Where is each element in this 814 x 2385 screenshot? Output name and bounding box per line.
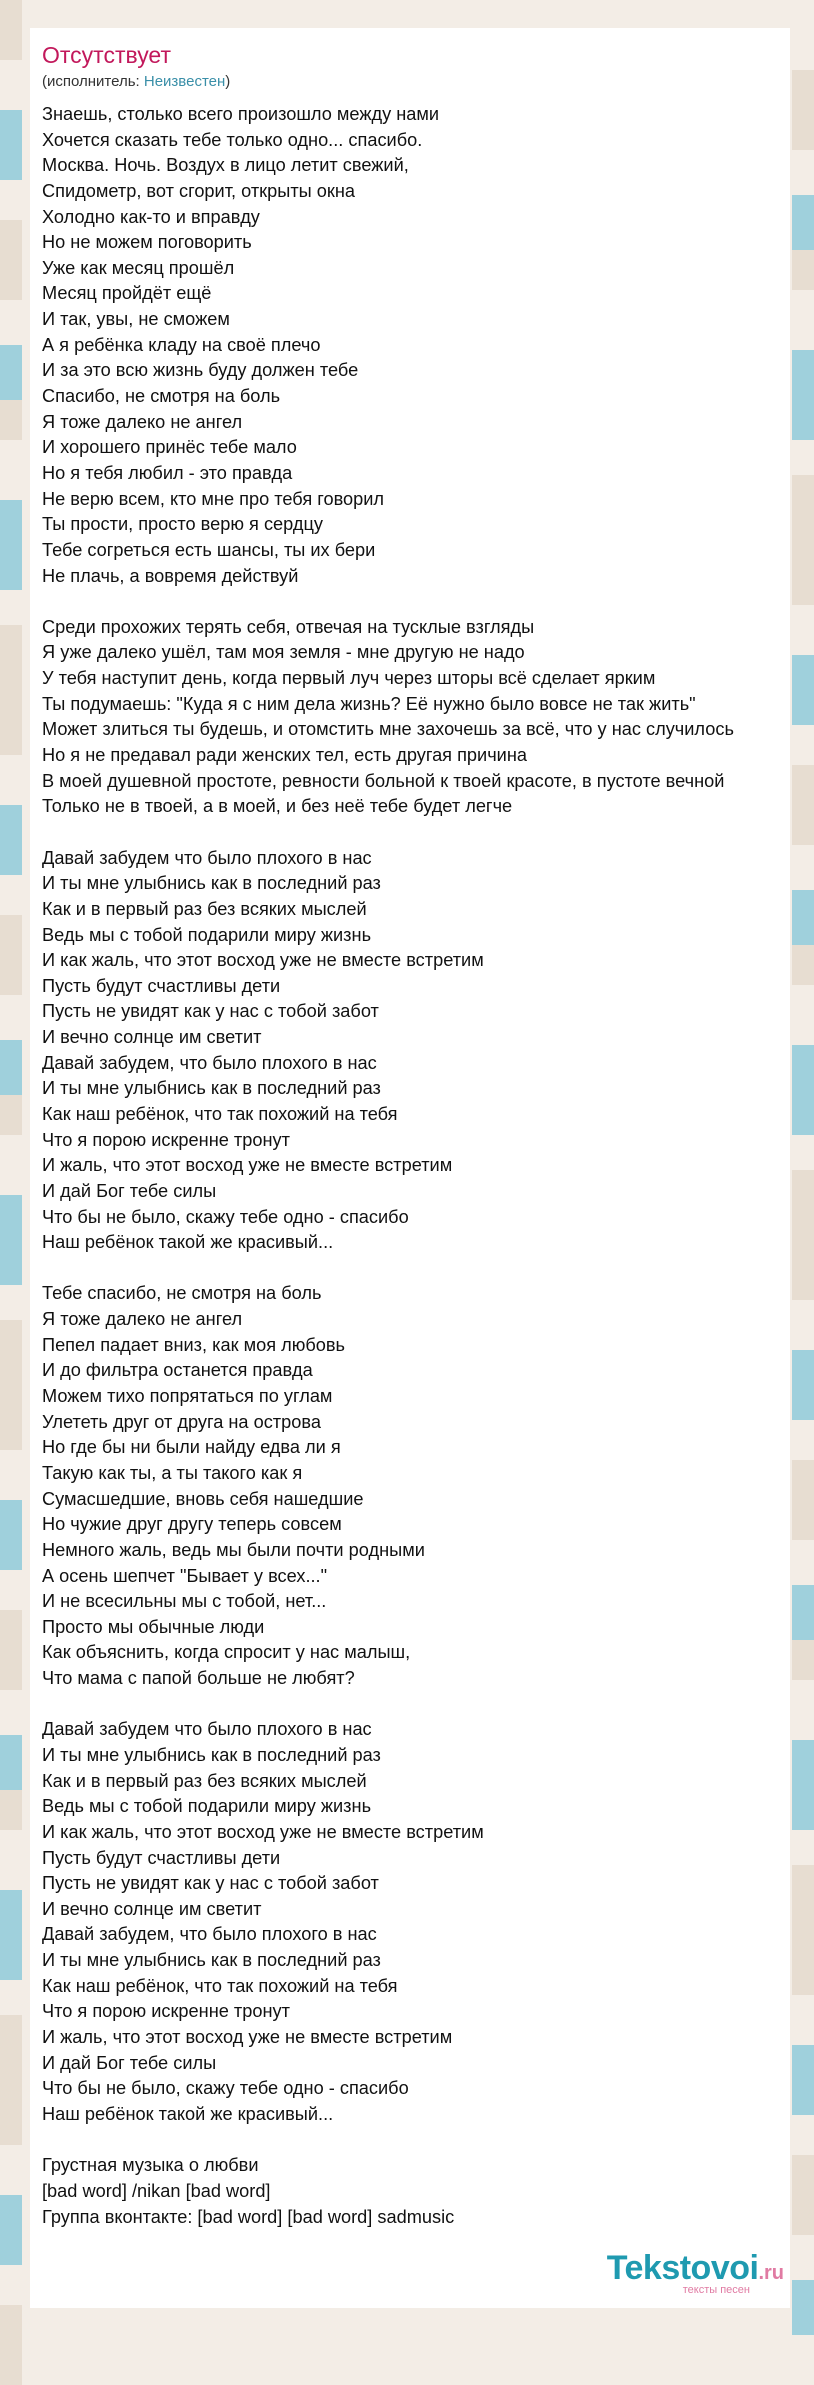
artist-link[interactable]: Неизвестен — [143, 73, 226, 90]
lyric-line: А осень шепчет "Бывает у всех..." — [42, 1565, 328, 1586]
lyric-line: Группа вконтакте: [bad word] [bad word] sadmusic — [42, 2206, 455, 2227]
lyric-line: И ты мне улыбнись как в последний раз — [42, 1745, 381, 1765]
lyric-line: Спасибо, не смотря на боль — [42, 386, 281, 407]
lyric-line: И ты мне улыбнись как в последний раз — [42, 1950, 381, 1971]
lyric-line: Давай забудем что было плохого в нас — [42, 1719, 372, 1740]
lyric-line: Тебе согреться есть шансы, ты их бери — [42, 539, 376, 560]
lyric-line: И до фильтра останется правда — [42, 1360, 313, 1381]
lyric-line: Давай забудем, что было плохого в нас — [42, 1924, 377, 1945]
lyrics-stanza — [42, 846, 790, 1256]
lyric-line: Только не в твоей, а в моей, и без неё тебе будет легче — [42, 796, 513, 817]
artist-suffix: ) — [225, 73, 231, 90]
lyric-line: Пусть будут счастливы дети — [42, 975, 281, 996]
lyric-line: Как и в первый раз без всяких мыслей — [42, 1770, 367, 1791]
lyric-line: Пусть не увидят как у нас с тобой забот — [42, 1001, 379, 1022]
lyric-line: Улететь друг от друга на острова — [42, 1411, 321, 1432]
lyrics-stanza — [42, 1717, 790, 2127]
lyric-line: И за это всю жизнь буду должен тебе — [42, 360, 359, 381]
lyric-line: Я уже далеко ушёл, там моя земля - мне другую не надо — [42, 642, 525, 663]
lyric-line: Среди прохожих терять себя, отвечая на тусклые взгляды — [42, 616, 535, 637]
lyrics-page — [30, 28, 790, 2308]
lyric-line: Наш ребёнок такой же красивый... — [42, 1232, 334, 1253]
lyric-line: [bad word] /nikan [bad word] — [42, 2180, 271, 2201]
decorative-stripes-left — [0, 0, 22, 2314]
lyric-line: У тебя наступит день, когда первый луч через шторы всё сделает ярким — [42, 668, 656, 689]
lyric-line: И жаль, что этот восход уже не вместе встретим — [42, 2027, 453, 2048]
lyric-line: Наш ребёнок такой же красивый... — [42, 2103, 334, 2124]
lyric-line: Но я тебя любил - это правда — [42, 462, 293, 483]
lyric-line: Как наш ребёнок, что так похожий на тебя — [42, 1975, 398, 1996]
lyric-line: А я ребёнка кладу на своё плечо — [42, 334, 321, 355]
artist-line — [42, 73, 230, 90]
logo-name: Tekstovoi — [606, 2249, 759, 2287]
lyric-line: И жаль, что этот восход уже не вместе встретим — [42, 1155, 453, 1176]
lyric-line: Что мама с папой больше не любят? — [42, 1668, 355, 1689]
lyric-line: И вечно солнце им светит — [42, 1898, 262, 1919]
lyric-line: Ты подумаешь: "Куда я с ним дела жизнь? Её нужно было вовсе не так жить" — [42, 693, 696, 714]
lyric-line: Как объяснить, когда спросит у нас малыш, — [42, 1642, 411, 1663]
lyric-line: Но чужие друг другу теперь совсем — [42, 1514, 342, 1535]
lyric-line: И не всесильны мы с тобой, нет... — [42, 1591, 327, 1612]
lyric-line: И дай Бог тебе силы — [42, 1180, 217, 1201]
lyric-line: Знаешь, столько всего произошло между нами — [42, 104, 440, 124]
lyric-line: Немного жаль, ведь мы были почти родными — [42, 1539, 425, 1560]
artist-prefix: (исполнитель: — [42, 73, 144, 90]
lyric-line: Такую как ты, а ты такого как я — [42, 1462, 303, 1483]
lyrics-stanza — [42, 102, 790, 589]
lyrics-stanza — [42, 615, 790, 820]
lyric-line: Месяц пройдёт ещё — [42, 283, 212, 304]
lyric-line: Пусть будут счастливы дети — [42, 1847, 281, 1868]
lyric-line: Просто мы обычные люди — [42, 1616, 265, 1637]
lyric-line: Москва. Ночь. Воздух в лицо летит свежий, — [42, 155, 409, 176]
lyric-line: Грустная музыка о любви — [42, 2155, 259, 2176]
lyric-line: И хорошего принёс тебе мало — [42, 437, 297, 458]
lyric-line: И ты мне улыбнись как в последний раз — [42, 873, 381, 894]
lyric-line: Я тоже далеко не ангел — [42, 1309, 243, 1330]
lyric-line: Тебе спасибо, не смотря на боль — [42, 1283, 322, 1304]
lyric-line: Спидометр, вот сгорит, открыты окна — [42, 180, 356, 201]
lyric-line: Но я не предавал ради женских тел, есть другая причина — [42, 745, 528, 766]
lyric-line: И как жаль, что этот восход уже не вместе встретим — [42, 950, 484, 971]
lyric-line: Что бы не было, скажу тебе одно - спасибо — [42, 1206, 409, 1227]
lyric-line: Уже как месяц прошёл — [42, 257, 235, 278]
lyric-line: И как жаль, что этот восход уже не вместе встретим — [42, 1821, 484, 1842]
lyric-line: И вечно солнце им светит — [42, 1027, 262, 1048]
lyric-line: И дай Бог тебе силы — [42, 2052, 217, 2073]
lyric-line: Пепел падает вниз, как моя любовь — [42, 1334, 346, 1355]
lyric-line: Может злиться ты будешь, и отомстить мне захочешь за всё, что у нас случилось — [42, 719, 734, 740]
lyrics-text — [42, 102, 790, 2230]
lyric-line: Давай забудем, что было плохого в нас — [42, 1052, 377, 1073]
lyric-line: И так, увы, не сможем — [42, 309, 230, 330]
site-logo[interactable] — [607, 2249, 784, 2296]
lyric-line: Давай забудем что было плохого в нас — [42, 847, 372, 868]
lyric-line: И ты мне улыбнись как в последний раз — [42, 1078, 381, 1099]
lyric-line: Ведь мы с тобой подарили миру жизнь — [42, 924, 372, 945]
decorative-stripes-right — [792, 0, 814, 2314]
lyric-line: Что я порою искренне тронут — [42, 2001, 290, 2022]
lyric-line: Но не можем поговорить — [42, 232, 252, 253]
lyric-line: Как наш ребёнок, что так похожий на тебя — [42, 1103, 398, 1124]
lyric-line: Что бы не было, скажу тебе одно - спасибо — [42, 2078, 409, 2099]
lyrics-stanza — [42, 2153, 790, 2230]
lyric-line: Не плачь, а вовремя действуй — [42, 565, 299, 586]
logo-tld: .ru — [758, 2262, 784, 2284]
song-title: Отсутствует — [42, 42, 171, 68]
lyric-line: Но где бы ни были найду едва ли я — [42, 1437, 341, 1458]
lyric-line: Что я порою искренне тронут — [42, 1129, 290, 1150]
lyric-line: Ведь мы с тобой подарили миру жизнь — [42, 1796, 372, 1817]
lyric-line: Ты прости, просто верю я сердцу — [42, 514, 323, 535]
lyrics-stanza — [42, 1281, 790, 1691]
lyric-line: Как и в первый раз без всяких мыслей — [42, 898, 367, 919]
lyric-line: Не верю всем, кто мне про тебя говорил — [42, 488, 385, 509]
lyric-line: Холодно как-то и вправду — [42, 206, 260, 227]
lyric-line: Сумасшедшие, вновь себя нашедшие — [42, 1488, 364, 1509]
lyric-line: Хочется сказать тебе только одно... спасибо. — [42, 129, 423, 150]
lyric-line: В моей душевной простоте, ревности больной к твоей красоте, в пустоте вечной — [42, 770, 725, 791]
lyric-line: Я тоже далеко не ангел — [42, 411, 243, 432]
lyric-line: Пусть не увидят как у нас с тобой забот — [42, 1873, 379, 1894]
lyric-line: Можем тихо попрятаться по углам — [42, 1386, 333, 1407]
logo-tagline: тексты песен — [682, 2284, 750, 2296]
